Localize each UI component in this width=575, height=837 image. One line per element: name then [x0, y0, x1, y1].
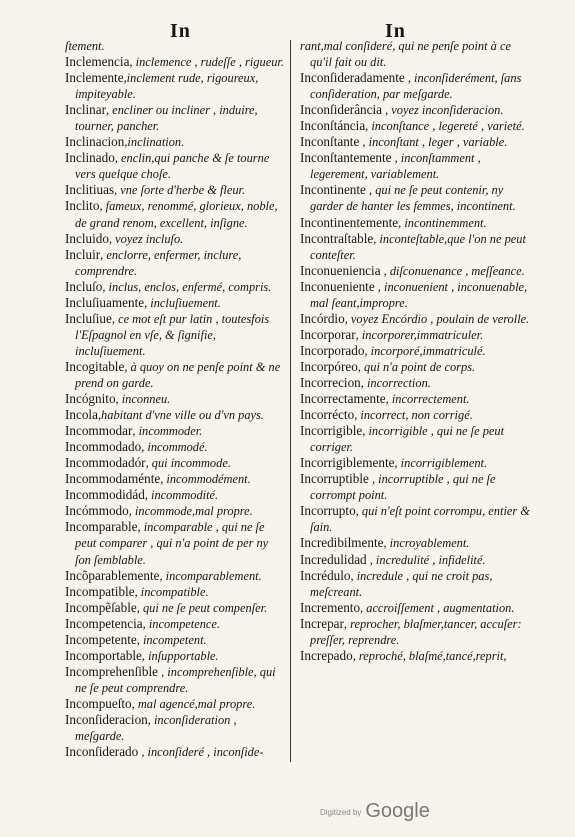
- definition: , incommodément.: [160, 472, 251, 487]
- definition: , inſupportable.: [141, 648, 219, 663]
- headword: Incorrupto: [300, 503, 356, 519]
- right-column: [300, 38, 530, 664]
- definition: , incommode,mal propre.: [128, 504, 253, 519]
- definition: , incomparablement.: [159, 568, 262, 583]
- definition: , incompetence.: [142, 616, 221, 631]
- definition: , incorrect, non corrigé.: [354, 408, 473, 423]
- headword: Incommodidád: [65, 487, 145, 503]
- dictionary-entry: [65, 423, 285, 439]
- headword: Inconſtáncia: [300, 118, 366, 134]
- dictionary-entry: [300, 375, 530, 391]
- headword: Incomportable: [65, 647, 142, 663]
- dictionary-entry: [300, 182, 530, 214]
- definition: ,inclination.: [124, 135, 185, 150]
- definition: , qui incommode.: [145, 456, 231, 471]
- dictionary-entry: [300, 279, 530, 311]
- headword: Incomprehenſible: [65, 663, 159, 679]
- headword: Inconueniencia: [300, 262, 381, 278]
- headword: Incredulidad: [300, 551, 367, 567]
- dictionary-entry: [65, 359, 285, 391]
- digitized-footer: [320, 800, 430, 822]
- headword: Incorrécto: [300, 407, 355, 423]
- dictionary-entry: [65, 38, 285, 54]
- dictionary-entry: [300, 391, 530, 407]
- dictionary-entry: [65, 744, 285, 760]
- headword: Incrédulo: [300, 567, 351, 583]
- google-logo: Google: [365, 800, 430, 822]
- dictionary-entry: [300, 471, 530, 503]
- definition: , vne ſorte d'herbe & fleur.: [114, 183, 246, 198]
- dictionary-entry: [300, 503, 530, 535]
- definition: , voyez Encórdio , poulain de verolle.: [344, 311, 530, 326]
- definition: , inconneu.: [115, 392, 171, 407]
- dictionary-entry: [300, 215, 530, 231]
- dictionary-entry: [300, 552, 530, 568]
- definition: , inconuenient , inconuenable, mal ſeant,impropre.: [310, 279, 528, 310]
- headword: Inconſideradamente: [300, 70, 405, 86]
- dictionary-entry: [300, 327, 530, 343]
- dictionary-entry: [65, 150, 285, 182]
- definition: ,habitant d'vne ville ou d'vn pays.: [97, 408, 264, 423]
- headword: Incorpóreo: [300, 358, 358, 374]
- dictionary-entry: [300, 423, 530, 455]
- headword: Inconueniente: [300, 278, 375, 294]
- dictionary-entry: [65, 70, 285, 102]
- dictionary-entry: [300, 616, 530, 648]
- dictionary-entry: [300, 568, 530, 600]
- definition: , incorrigible , qui ne ſe peut corriger.: [310, 424, 505, 455]
- headword: Incõparablemente: [65, 567, 160, 583]
- definition: , ce mot eſt pur latin , toutesfois l'Eſpagnol en vſe, & ſignifie, incluſiuement.: [75, 311, 270, 358]
- dictionary-entry: [65, 487, 285, 503]
- headword: Incremento: [300, 599, 361, 615]
- definition: , enclorre, enfermer, inclure, comprendre.: [75, 247, 242, 278]
- headword: Incompatible: [65, 583, 135, 599]
- headword: Incommodaménte: [65, 471, 161, 487]
- headword: Incorporar: [300, 326, 356, 342]
- headword: Incompẽſable: [65, 599, 137, 615]
- headword: Inconſtante: [300, 134, 360, 150]
- dictionary-entry: [300, 118, 530, 134]
- headword: Incluſiue: [65, 310, 112, 326]
- definition: , incompetent.: [136, 632, 207, 647]
- definition: rant,mal conſideré, qui ne penſe point à ce qu'il fait ou dit.: [300, 39, 511, 70]
- definition: ,inclement rude, rigoureux, impiteyable.: [75, 71, 259, 102]
- definition: , inconſideration , meſgarde.: [75, 712, 237, 744]
- headword: Inclitiuas: [65, 182, 115, 198]
- definition: , incorruptible , qui ne ſe corrompt point.: [310, 472, 496, 503]
- dictionary-entry: [65, 407, 285, 423]
- headword: Incompueſto: [65, 695, 132, 711]
- definition: , incompatible.: [134, 584, 209, 599]
- headword: Incómmodo: [65, 503, 129, 519]
- headword: Incontinente: [300, 182, 366, 198]
- dictionary-entry: [65, 102, 285, 134]
- dictionary-entry: [300, 407, 530, 423]
- dictionary-entry: [65, 664, 285, 696]
- definition: , incorrigiblement.: [394, 456, 488, 471]
- headword: Inclemencia: [65, 54, 130, 70]
- headword: Incógnito: [65, 391, 116, 407]
- headword: Incompetente: [65, 631, 137, 647]
- dictionary-entry: [65, 455, 285, 471]
- headword: Inclinar: [65, 102, 107, 118]
- dictionary-entry: [300, 263, 530, 279]
- dictionary-entry: [300, 343, 530, 359]
- headword: Increpado: [300, 647, 353, 663]
- dictionary-entry: [65, 696, 285, 712]
- dictionary-entry: [300, 359, 530, 375]
- headword: Incredibilmente: [300, 535, 384, 551]
- headword: Incontinentemente: [300, 214, 399, 230]
- dictionary-entry: [65, 231, 285, 247]
- left-column: [65, 38, 285, 760]
- headword: Incorruptible: [300, 471, 369, 487]
- definition: , diſconuenance , meſſeance.: [380, 263, 525, 278]
- definition: , inconſtant , leger , variable.: [359, 135, 508, 150]
- dictionary-entry: [65, 391, 285, 407]
- column-divider: [290, 40, 291, 762]
- definition: , inconſtamment , legerement, variablement.: [310, 151, 481, 182]
- headword: Incorrigible: [300, 423, 363, 439]
- dictionary-entry: [300, 600, 530, 616]
- dictionary-entry: [65, 311, 285, 359]
- dictionary-entry: [300, 648, 530, 664]
- headword: Incompetencia: [65, 615, 143, 631]
- headword: Incontraſtable: [300, 230, 374, 246]
- definition: , encliner ou incliner , induire, tourner, pancher.: [75, 103, 258, 134]
- definition: , incorporer,immatriculer.: [355, 327, 484, 342]
- definition: , mal agencé,mal propre.: [131, 696, 256, 711]
- dictionary-entry: [65, 632, 285, 648]
- definition: , inconſtance , legereté , varieté.: [365, 119, 525, 134]
- dictionary-entry: [300, 150, 530, 182]
- definition: , qui ne ſe peut compenſer.: [136, 600, 268, 615]
- dictionary-entry: [300, 134, 530, 150]
- definition: , incroyablement.: [383, 536, 470, 551]
- definition: , inclemence , rudeſſe , rigueur.: [129, 55, 284, 70]
- dictionary-entry: [65, 182, 285, 198]
- dictionary-entry: [65, 198, 285, 230]
- headword: Incogitable: [65, 358, 125, 374]
- definition: , incommodité.: [144, 488, 219, 503]
- dictionary-entry: [65, 134, 285, 150]
- definition: , incorporé,immatriculé.: [364, 343, 486, 358]
- headword: Incórdio: [300, 310, 345, 326]
- definition: , incontinemment.: [398, 215, 487, 230]
- dictionary-entry: [300, 70, 530, 102]
- headword: Inclito: [65, 198, 100, 214]
- dictionary-entry: [65, 712, 285, 744]
- dictionary-entry: [65, 568, 285, 584]
- dictionary-entry: [65, 503, 285, 519]
- definition: , reprocher, blaſmer,tancer, accuſer: preſſer, reprendre.: [310, 616, 522, 647]
- definition: , incluſiuement.: [144, 295, 221, 310]
- dictionary-entry: [65, 519, 285, 567]
- headword: Inconſiderância: [300, 102, 383, 118]
- dictionary-entry: [300, 38, 530, 70]
- digitized-label: Digitized by: [320, 808, 362, 817]
- dictionary-entry: [65, 295, 285, 311]
- definition: , incredule , qui ne croit pas, meſcreant.: [310, 568, 493, 599]
- dictionary-entry: [300, 231, 530, 263]
- headword: Incommodado: [65, 439, 142, 455]
- dictionary-entry: [65, 279, 285, 295]
- dictionary-entry: [300, 311, 530, 327]
- definition: ſtement.: [65, 39, 105, 53]
- definition: , voyez incluſo.: [108, 231, 184, 246]
- headword: Incluſo: [65, 278, 103, 294]
- headword: Incola: [65, 407, 98, 423]
- dictionary-entry: [300, 535, 530, 551]
- definition: , inconſideré , inconſide-: [138, 745, 264, 760]
- headword: Inclinacion: [65, 134, 125, 150]
- dictionary-entry: [300, 455, 530, 471]
- definition: , inconteſtable,que l'on ne peut conteſter.: [310, 231, 526, 262]
- definition: , à quoy on ne penſe point & ne prend on garde.: [75, 359, 281, 390]
- headword: Incommodar: [65, 423, 133, 439]
- headword: Incorrigiblemente: [300, 455, 395, 471]
- headword: Increpar: [300, 615, 344, 631]
- dictionary-entry: [65, 247, 285, 279]
- definition: , voyez inconſideracion.: [382, 103, 504, 118]
- headword: Inconſiderado: [65, 744, 139, 760]
- dictionary-entry: [65, 616, 285, 632]
- headword: Incommodadór: [65, 455, 146, 471]
- dictionary-entry: [65, 584, 285, 600]
- definition: , fameux, renommé, glorieux, noble, de grand renom, excellent, inſigne.: [75, 199, 278, 230]
- definition: , incorrectement.: [385, 392, 470, 407]
- definition: , qui n'a point de corps.: [357, 359, 476, 374]
- dictionary-entry: [65, 648, 285, 664]
- headword: Incomparable: [65, 519, 138, 535]
- definition: , incredulité , infidelité.: [366, 552, 486, 567]
- definition: , incomparable , qui ne ſe peut comparer , qui n'a point de per ny ſon ſemblable.: [75, 520, 269, 567]
- headword: Incorporado: [300, 342, 365, 358]
- dictionary-entry: [65, 439, 285, 455]
- definition: , qui n'eſt point corrompu, entier & ſain.: [310, 504, 530, 535]
- headword: Incorrecion: [300, 374, 361, 390]
- headword: Inclemente: [65, 70, 124, 86]
- headword: Incluido: [65, 230, 109, 246]
- definition: , reproché, blaſmé,tancé,reprit,: [352, 648, 507, 663]
- dictionary-entry: [65, 600, 285, 616]
- headword: Inclinado: [65, 150, 115, 166]
- headword: Incluſiuamente: [65, 294, 145, 310]
- definition: , enclin,qui panche & ſe tourne vers quelque choſe.: [75, 151, 270, 182]
- headword: Inconſtantemente: [300, 150, 392, 166]
- definition: , incomprehenſible, qui ne ſe peut comprendre.: [75, 664, 276, 695]
- headword: Incorrectamente: [300, 391, 386, 407]
- definition: , inconſiderément, ſans conſideration, par meſgarde.: [310, 71, 522, 102]
- dictionary-entry: [65, 54, 285, 70]
- definition: , accroiſſement , augmentation.: [360, 600, 515, 615]
- definition: , inclus, enclos, enfermé, compris.: [102, 279, 272, 294]
- left-running-head: In: [170, 20, 191, 42]
- definition: , incommoder.: [132, 424, 203, 439]
- definition: , qui ne ſe peut contenir, ny garder de hanter les femmes, incontinent.: [310, 183, 516, 214]
- definition: , incommodé.: [141, 440, 208, 455]
- headword: Inconſideracion: [65, 711, 148, 727]
- headword: Incluir: [65, 246, 101, 262]
- dictionary-entry: [65, 471, 285, 487]
- right-running-head: In: [385, 20, 406, 42]
- definition: , incorrection.: [360, 375, 431, 390]
- dictionary-entry: [300, 102, 530, 118]
